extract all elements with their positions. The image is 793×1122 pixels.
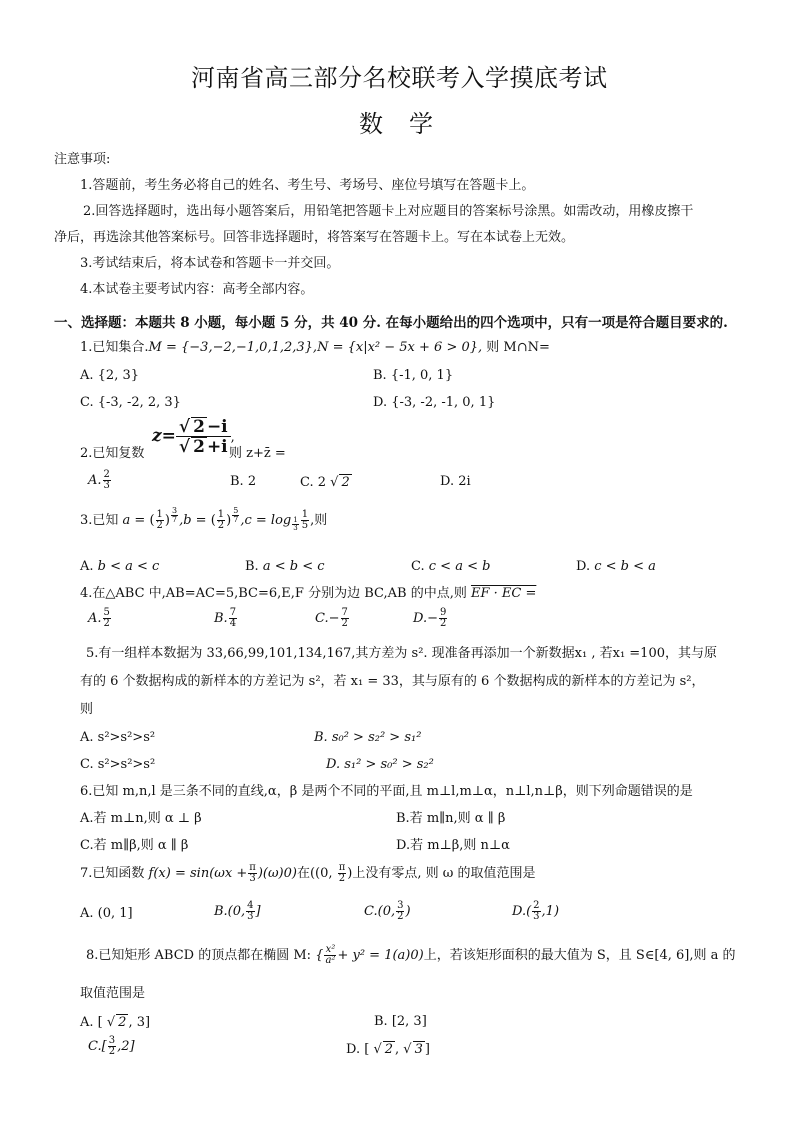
q2-comma: , — [230, 430, 235, 445]
q2-equals: = — [161, 426, 176, 446]
q1-option-a: A. {2, 3} — [80, 368, 140, 383]
q4-option-d: D.− $\frac{9}{2}$ — [413, 607, 447, 629]
q5-option-a: A. s²>s²>s² — [80, 730, 156, 745]
q1-prefix: 1.已知集合. — [80, 340, 149, 355]
q2-suffix: 则 z+z̄ = — [229, 446, 286, 461]
q2-option-b: B. 2 — [230, 474, 257, 489]
q6-option-c: C.若 m∥β,则 α ∥ β — [80, 838, 189, 853]
q4-option-c: C.− $\frac{7}{2}$ — [315, 607, 348, 629]
q2-option-a: A. $\frac{2}{3}$ — [88, 469, 110, 491]
q6-option-a: A.若 m⊥n,则 α ⊥ β — [80, 811, 202, 826]
q2-den-rest: +i — [206, 437, 228, 457]
q1-option-d: D. {-3, -2, -1, 0, 1} — [373, 395, 496, 410]
q7-option-c: C.(0, $\frac{3}{2}$ ) — [364, 900, 411, 922]
q8-option-c: C.[ $\frac{3}{2}$ ,2] — [88, 1035, 135, 1057]
q8-line-2: 取值范围是 — [80, 986, 146, 1001]
notice-item: 1.答题前，考生务必将自己的姓名、考生号、考场号、座位号填写在答题卡上。 — [80, 178, 535, 193]
question-1 — [80, 340, 550, 356]
q2-prefix: 2.已知复数 — [80, 446, 145, 461]
q4-vector-expression: EF · EC = — [470, 586, 537, 601]
notice-item: 3.考试结束后，将本试卷和答题卡一并交回。 — [80, 256, 340, 271]
q2-option-c: C. 2 √ 2 — [300, 475, 350, 490]
q7-option-d: D.( $\frac{2}{3}$ ,1) — [512, 900, 560, 922]
q4-option-b: B. $\frac{7}{4}$ — [214, 607, 237, 629]
notice-item: 净后，再选涂其他答案标号。回答非选择题时，将答案写在答题卡上。写在本试卷上无效。 — [54, 230, 575, 245]
q7-option-b: B.(0, $\frac{4}{3}$ ] — [214, 900, 261, 922]
q6-stem: 6.已知 m,n,l 是三条不同的直线,α，β 是两个不同的平面,且 m⊥l,m⊥α，n⊥l,n⊥β，则下列命题错误的是 — [80, 784, 693, 799]
q6-option-d: D.若 m⊥β,则 n⊥α — [396, 838, 510, 853]
q3-option-b: B. a < b < c — [245, 559, 325, 574]
q4-option-a: A. $\frac{5}{2}$ — [88, 607, 110, 629]
q5-line-1: 5.有一组样本数据为 33,66,99,101,134,167,其方差为 s². 现准备再添加一个新数据x₁ , 若x₁ =100，其与原 — [86, 646, 717, 661]
q3-option-c: C. c < a < b — [411, 559, 491, 574]
q1-suffix: 则 M∩N= — [486, 340, 550, 355]
page-title: 河南省高三部分名校联考入学摸底考试 — [191, 64, 608, 92]
q1-set-n: N = {x|x² − 5x + 6 > 0}, — [317, 340, 483, 355]
q8-option-d: D. [ √ 2 , √ 3 ] — [346, 1042, 430, 1057]
section-heading: 一、选择题：本题共 8 小题，每小题 5 分，共 40 分. 在每小题给出的四个选项中，只有一项是符合题目要求的. — [54, 315, 728, 331]
q5-option-c: C. s²>s²>s² — [80, 757, 156, 772]
q1-option-c: C. {-3, -2, 2, 3} — [80, 395, 181, 410]
question-7: 7.已知函数 f(x) = sin(ωx + $\frac{\pi}{3}$ )(ω)0)在((0, $\frac{\pi}{2}$ )上没有零点, 则 ω 的取值范围是 — [80, 862, 536, 884]
notice-item: 4.本试卷主要考试内容：高考全部内容。 — [80, 282, 314, 297]
subject-title: 数学 — [359, 110, 459, 138]
question-3: 3.已知 a = ( $\frac{1}{2}$ ) $^{\frac{3}{7}}$ ,b = ( $\frac{1}{2}$ ) $^{\frac{5}{7}}$ ,c = log $_{\frac{1}{3}}$ $\frac{1}{5}$ ,则 — [80, 506, 328, 532]
notice-heading: 注意事项: — [54, 152, 111, 167]
q2-z: z — [152, 426, 162, 446]
q5-line-2: 有的 6 个数据构成的新样本的方差记为 s²，若 x₁ = 33，其与原有的 6 个数据构成的新样本的方差记为 s²， — [80, 674, 705, 689]
q6-option-b: B.若 m∥n,则 α ∥ β — [396, 811, 506, 826]
q5-line-3: 则 — [80, 702, 94, 717]
q2-num-rest: −i — [206, 417, 228, 437]
q1-set-m: M = {−3,−2,−1,0,1,2,3}, — [148, 340, 318, 355]
q5-option-d: D. s₁² > s₀² > s₂² — [326, 757, 434, 772]
q3-option-d: D. c < b < a — [576, 559, 656, 574]
q5-option-b: B. s₀² > s₂² > s₁² — [314, 730, 422, 745]
notice-item: 2.回答选择题时，选出每小题答案后，用铅笔把答题卡上对应题目的答案标号涂黑。如需改动，用橡皮擦干 — [83, 204, 694, 219]
q8-option-b: B. [2, 3] — [374, 1014, 427, 1029]
q2-den-sqrt: 2 — [193, 437, 205, 457]
question-4: 4.在△ABC 中,AB=AC=5,BC=6,E,F 分别为边 BC,AB 的中点,则 EF · EC = — [80, 586, 537, 601]
q1-option-b: B. {-1, 0, 1} — [373, 368, 454, 383]
q3-option-a: A. b < a < c — [80, 559, 160, 574]
question-8: 8.已知矩形 ABCD 的顶点都在椭圆 M: { $\frac{\text{x²}}{\text{a²}}$ + y² = 1(a)0)上，若该矩形面积的最大值为 S，且 S∈[4, 6],则 a 的 — [86, 944, 736, 966]
q8-option-a: A. [ √ 2 , 3] — [80, 1015, 151, 1030]
q7-option-a: A. (0, 1] — [80, 906, 133, 921]
q2-option-d: D. 2i — [440, 474, 471, 489]
q2-num-sqrt: 2 — [193, 417, 205, 437]
q2-complex-fraction: z= $\frac{√ 2 -i}{√ 2 +i}$ , — [152, 417, 235, 457]
